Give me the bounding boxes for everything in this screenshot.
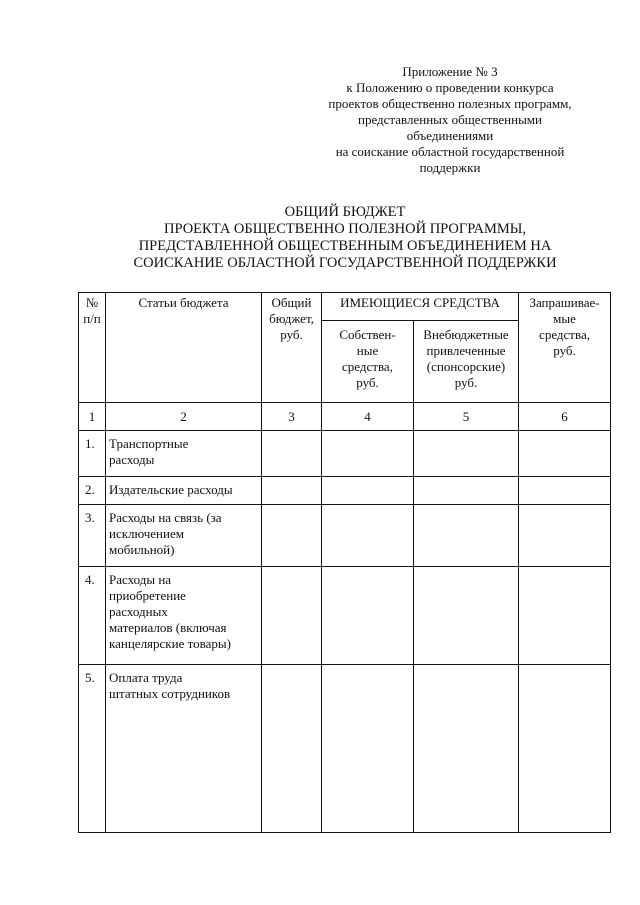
column-number: 6 xyxy=(519,403,611,431)
cell-extra-budget-funds[interactable] xyxy=(414,665,519,833)
header-item: Статьи бюджета xyxy=(106,293,262,403)
cell-total-budget[interactable] xyxy=(262,505,322,567)
row-item: Издательские расходы xyxy=(106,477,262,505)
table-row xyxy=(79,505,611,567)
column-number: 5 xyxy=(414,403,519,431)
appendix-line: к Положению о проведении конкурса xyxy=(346,80,554,95)
row-number: 3. xyxy=(79,505,106,567)
cell-requested-funds[interactable] xyxy=(519,431,611,477)
document-title xyxy=(80,204,610,272)
column-number: 4 xyxy=(322,403,414,431)
title-line: СОИСКАНИЕ ОБЛАСТНОЙ ГОСУДАРСТВЕННОЙ ПОДДЕРЖКИ xyxy=(133,255,557,271)
table-row xyxy=(79,477,611,505)
appendix-line: на соискание областной государственной xyxy=(335,144,565,159)
column-number: 2 xyxy=(106,403,262,431)
cell-own-funds[interactable] xyxy=(322,665,414,833)
title-line: ОБЩИЙ БЮДЖЕТ xyxy=(284,204,406,220)
appendix-line: представленных общественными xyxy=(357,112,542,127)
row-item: Расходы на связь (за исключением мобильной) xyxy=(106,505,262,567)
table-row xyxy=(79,665,611,833)
header-requested-funds: Запрашивае- мые средства, руб. xyxy=(519,293,611,403)
cell-extra-budget-funds[interactable] xyxy=(414,477,519,505)
appendix-line: Приложение № 3 xyxy=(402,64,498,79)
column-number: 1 xyxy=(79,403,106,431)
cell-own-funds[interactable] xyxy=(322,505,414,567)
header-available-funds: ИМЕЮЩИЕСЯ СРЕДСТВА xyxy=(322,293,519,321)
cell-requested-funds[interactable] xyxy=(519,665,611,833)
cell-own-funds[interactable] xyxy=(322,567,414,665)
row-number: 5. xyxy=(79,665,106,833)
header-total-budget: Общий бюджет, руб. xyxy=(262,293,322,403)
row-number: 1. xyxy=(79,431,106,477)
appendix-header xyxy=(300,64,600,176)
cell-extra-budget-funds[interactable] xyxy=(414,505,519,567)
cell-total-budget[interactable] xyxy=(262,567,322,665)
cell-requested-funds[interactable] xyxy=(519,567,611,665)
row-number: 2. xyxy=(79,477,106,505)
cell-own-funds[interactable] xyxy=(322,477,414,505)
row-item: Транспортные расходы xyxy=(106,431,262,477)
column-number-row xyxy=(79,403,611,431)
title-line: ПРЕДСТАВЛЕННОЙ ОБЩЕСТВЕННЫМ ОБЪЕДИНЕНИЕМ НА xyxy=(138,238,552,254)
budget-table xyxy=(78,292,611,833)
table-row xyxy=(79,567,611,665)
row-item: Оплата труда штатных сотрудников xyxy=(106,665,262,833)
appendix-line: проектов общественно полезных программ, xyxy=(328,96,572,111)
table-row xyxy=(79,431,611,477)
cell-total-budget[interactable] xyxy=(262,431,322,477)
header-num: № п/п xyxy=(79,293,106,403)
title-line: ПРОЕКТА ОБЩЕСТВЕННО ПОЛЕЗНОЙ ПРОГРАММЫ, xyxy=(163,221,527,237)
cell-extra-budget-funds[interactable] xyxy=(414,567,519,665)
cell-total-budget[interactable] xyxy=(262,477,322,505)
row-item: Расходы на приобретение расходных материалов (включая канцелярские товары) xyxy=(106,567,262,665)
header-own-funds: Собствен- ные средства, руб. xyxy=(322,321,414,403)
cell-own-funds[interactable] xyxy=(322,431,414,477)
cell-extra-budget-funds[interactable] xyxy=(414,431,519,477)
appendix-line: поддержки xyxy=(419,160,481,175)
header-extra-budget-funds: Внебюджетные привлеченные (спонсорские) руб. xyxy=(414,321,519,403)
column-number: 3 xyxy=(262,403,322,431)
cell-total-budget[interactable] xyxy=(262,665,322,833)
row-number: 4. xyxy=(79,567,106,665)
cell-requested-funds[interactable] xyxy=(519,477,611,505)
cell-requested-funds[interactable] xyxy=(519,505,611,567)
appendix-line: объединениями xyxy=(406,128,494,143)
